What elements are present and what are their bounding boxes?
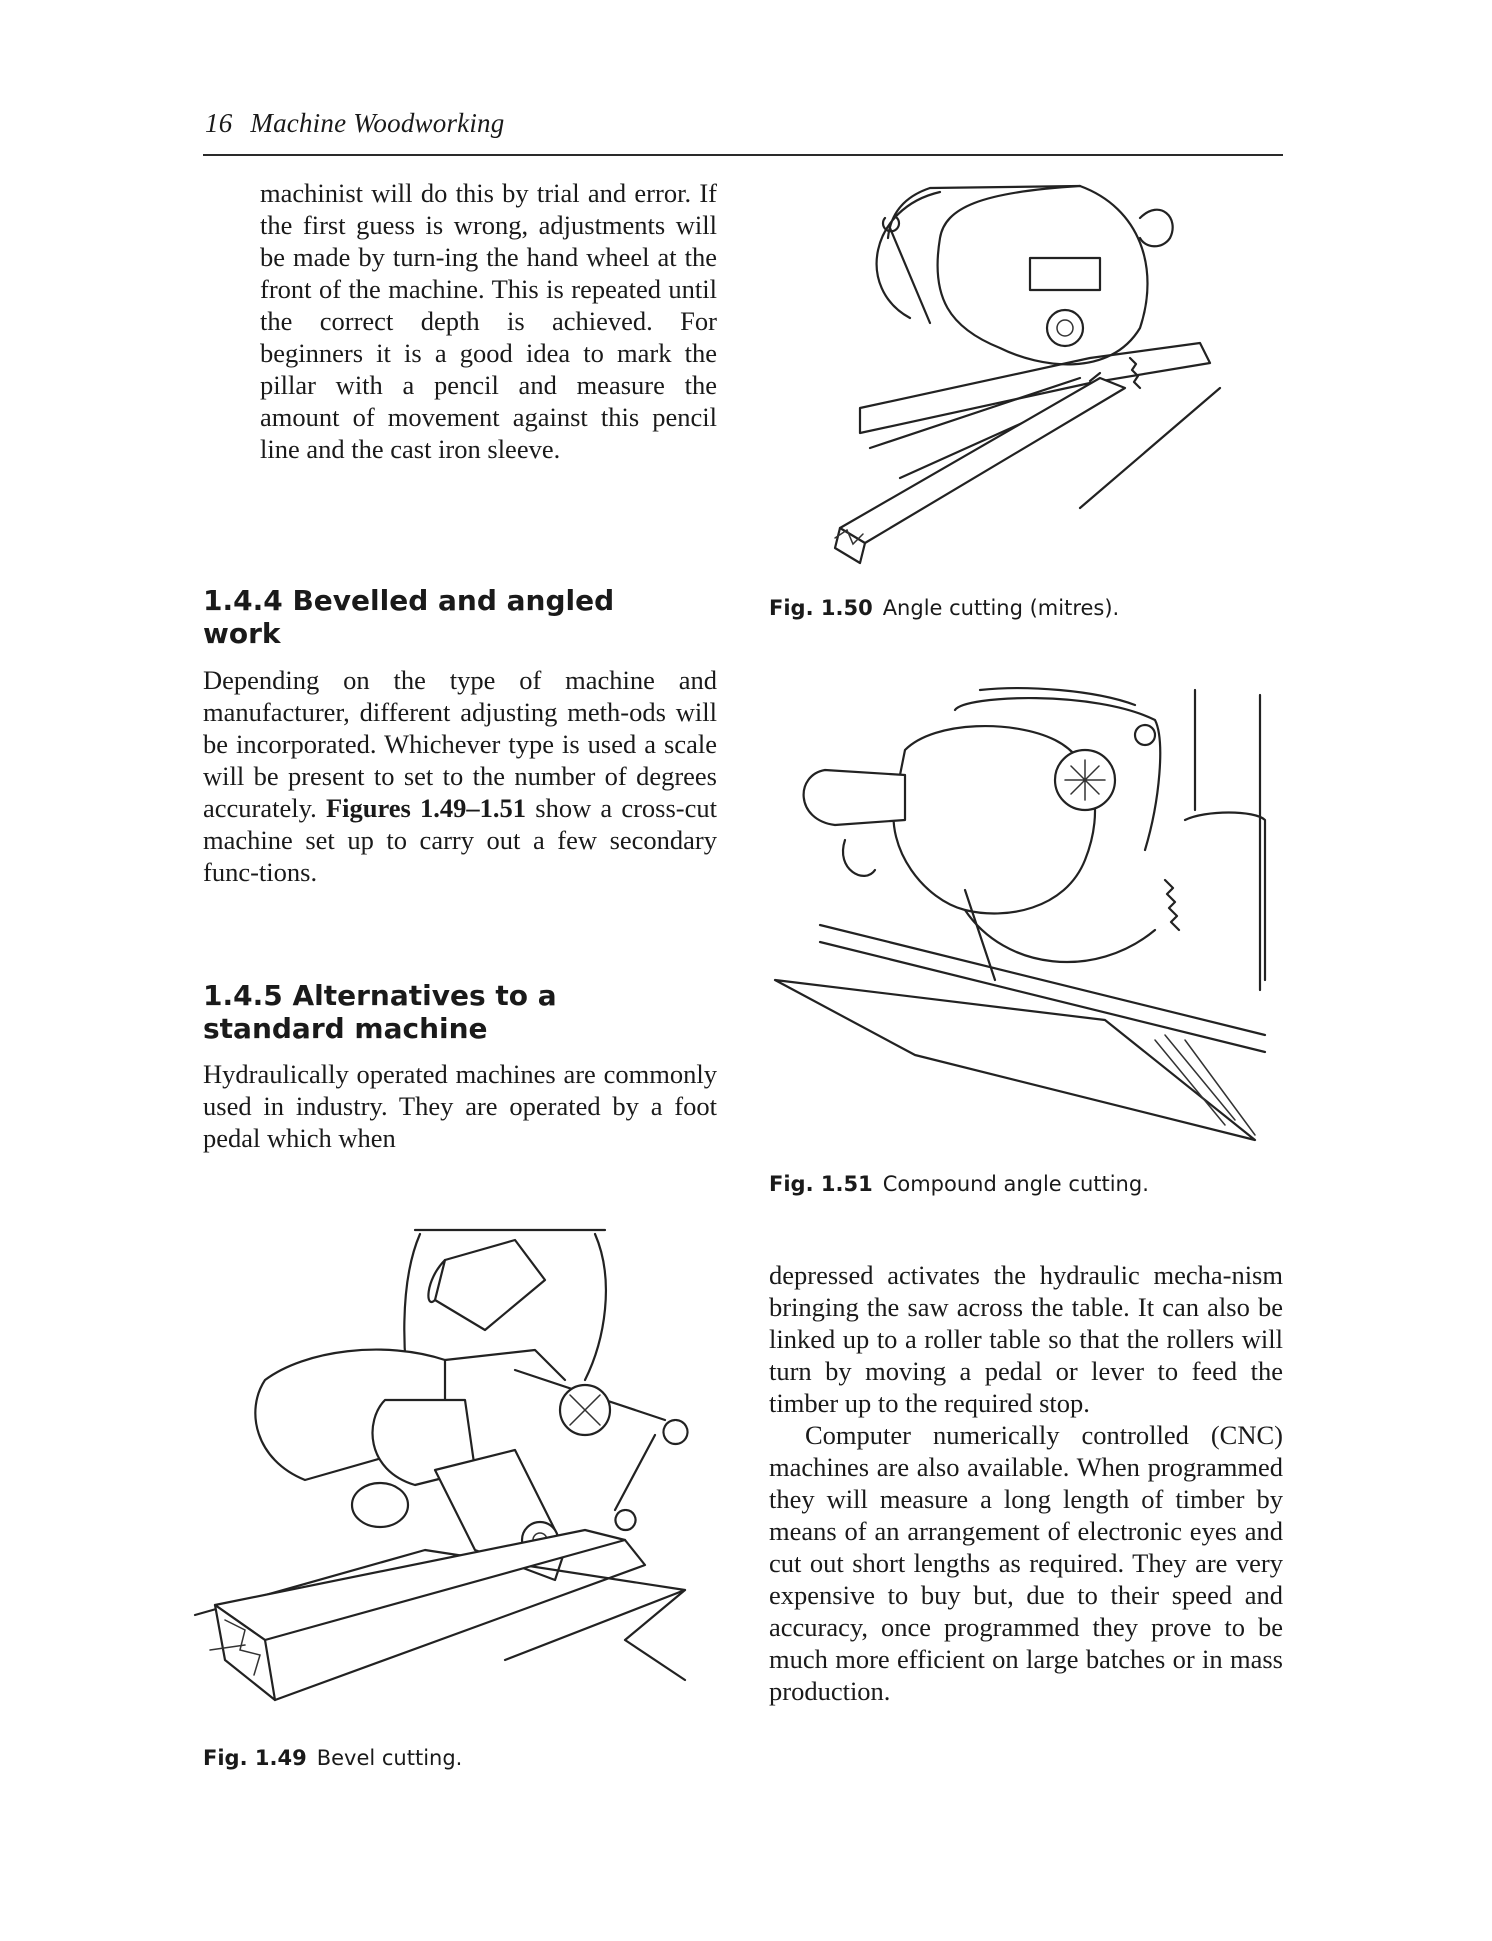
page-number: 16	[205, 108, 233, 138]
figure-1-51-caption: Fig. 1.51 Compound angle cutting.	[769, 1172, 1149, 1196]
section-heading-1-4-4: 1.4.4 Bevelled and angled work	[203, 584, 615, 650]
figure-1-51-illustration	[765, 680, 1275, 1145]
paragraph-cnc: Computer numerically controlled (CNC) machines are also available. When programmed they will measure a long length of timber by means of an arrangement of electronic eyes and cut out short lengths as required. They are very expensive to buy but, due to their speed and accuracy, once programmed they prove to be much more efficient on large batches or in mass production.	[769, 1420, 1283, 1706]
figure-1-49-caption: Fig. 1.49 Bevel cutting.	[203, 1746, 463, 1770]
left-top-paragraph: machinist will do this by trial and error. If the first guess is wrong, adjustments will be made by turn-ing the hand wheel at the front of the machine. This is repeated until the correct depth is achieved. For beginners it is a good idea to mark the pillar with a pencil and measure the amount of movement against this pencil line and the cast iron sleeve.	[260, 178, 717, 464]
section-1-4-5-body: Hydraulically operated machines are commonly used in industry. They are operated by a foot pedal which when	[203, 1059, 717, 1153]
figure-1-50-illustration	[780, 178, 1250, 578]
figure-1-49-illustration	[185, 1220, 715, 1720]
header-rule	[203, 154, 1283, 156]
figure-1-50-caption: Fig. 1.50 Angle cutting (mitres).	[769, 596, 1120, 620]
section-1-4-4-body: Depending on the type of machine and manufacturer, different adjusting meth-ods will be incorporated. Whichever type is used a scale will be present to set to the number of degrees accurately. Figures 1.49–1.51 show a cross-cut machine set up to carry out a few secondary func-tions.	[203, 665, 718, 887]
book-title: Machine Woodworking	[250, 108, 505, 138]
running-head	[205, 108, 504, 139]
figure-reference: Figures 1.49–1.51	[325, 793, 527, 823]
right-bottom-text	[769, 1259, 1283, 1707]
section-heading-1-4-5: 1.4.5 Alternatives to a standard machine	[203, 979, 557, 1045]
paragraph-hydraulic: depressed activates the hydraulic mecha-nism bringing the saw across the table. It can also be linked up to a roller table so that the rollers will turn by moving a pedal or lever to feed the timber up to the required stop.	[769, 1260, 1283, 1418]
